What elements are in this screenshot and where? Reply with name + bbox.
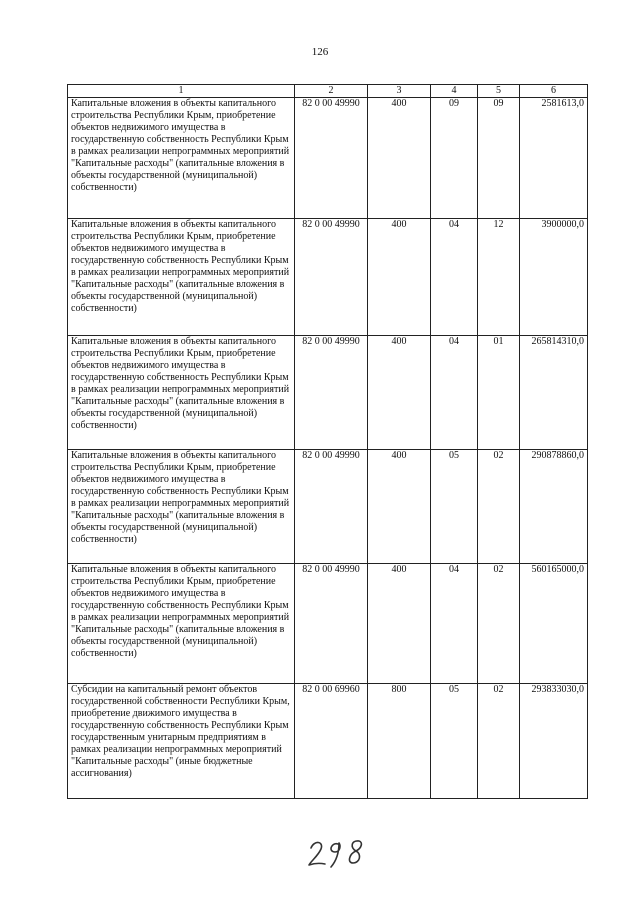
row-expense-type: 400 (368, 98, 431, 219)
row-subsection: 02 (478, 684, 520, 799)
column-header: 6 (520, 85, 588, 98)
row-section: 04 (431, 219, 478, 336)
row-description: Капитальные вложения в объекты капитального строительства Республики Крым, приобретение объектов недвижимого имущества в государственную собственность Республики Крым в рамках реализации непрограммных мероприятий "Капитальные расходы" (капитальные вложения в объекты государственной (муниципальной) собственности) (68, 564, 295, 684)
row-section: 04 (431, 336, 478, 450)
page-number: 126 (311, 46, 329, 58)
row-target-code: 82 0 00 49990 (295, 98, 368, 219)
column-header: 1 (68, 85, 295, 98)
table-row (68, 564, 588, 684)
row-amount: 560165000,0 (520, 564, 588, 684)
row-expense-type: 400 (368, 219, 431, 336)
table-row (68, 450, 588, 564)
row-subsection: 12 (478, 219, 520, 336)
column-header: 4 (431, 85, 478, 98)
row-amount: 2581613,0 (520, 98, 588, 219)
row-description: Капитальные вложения в объекты капитального строительства Республики Крым, приобретение объектов недвижимого имущества в государственную собственность Республики Крым в рамках реализации непрограммных мероприятий "Капитальные расходы" (капитальные вложения в объекты государственной (муниципальной) собственности) (68, 98, 295, 219)
row-section: 05 (431, 450, 478, 564)
table-row (68, 684, 588, 799)
table-row (68, 219, 588, 336)
row-expense-type: 400 (368, 564, 431, 684)
row-subsection: 09 (478, 98, 520, 219)
row-target-code: 82 0 00 69960 (295, 684, 368, 799)
row-target-code: 82 0 00 49990 (295, 336, 368, 450)
row-amount: 290878860,0 (520, 450, 588, 564)
row-subsection: 02 (478, 564, 520, 684)
column-header: 3 (368, 85, 431, 98)
column-header: 2 (295, 85, 368, 98)
row-description: Капитальные вложения в объекты капитального строительства Республики Крым, приобретение объектов недвижимого имущества в государственную собственность Республики Крым в рамках реализации непрограммных мероприятий "Капитальные расходы" (капитальные вложения в объекты государственной (муниципальной) собственности) (68, 219, 295, 336)
row-section: 04 (431, 564, 478, 684)
table-row (68, 336, 588, 450)
row-subsection: 01 (478, 336, 520, 450)
row-subsection: 02 (478, 450, 520, 564)
column-header: 5 (478, 85, 520, 98)
table-row (68, 98, 588, 219)
row-expense-type: 400 (368, 450, 431, 564)
row-amount: 3900000,0 (520, 219, 588, 336)
row-target-code: 82 0 00 49990 (295, 564, 368, 684)
row-amount: 293833030,0 (520, 684, 588, 799)
row-expense-type: 400 (368, 336, 431, 450)
row-section: 09 (431, 98, 478, 219)
handwritten-page-number (305, 836, 375, 870)
row-description: Капитальные вложения в объекты капитального строительства Республики Крым, приобретение объектов недвижимого имущества в государственную собственность Республики Крым в рамках реализации непрограммных мероприятий "Капитальные расходы" (капитальные вложения в объекты государственной (муниципальной) собственности) (68, 336, 295, 450)
row-expense-type: 800 (368, 684, 431, 799)
row-description: Капитальные вложения в объекты капитального строительства Республики Крым, приобретение объектов недвижимого имущества в государственную собственность Республики Крым в рамках реализации непрограммных мероприятий "Капитальные расходы" (капитальные вложения в объекты государственной (муниципальной) собственности) (68, 450, 295, 564)
budget-table (67, 84, 588, 799)
row-target-code: 82 0 00 49990 (295, 219, 368, 336)
row-description: Субсидии на капитальный ремонт объектов государственной собственности Республики Крым, приобретение движимого имущества в государственную собственность Республики Крым государственным унитарным предприятиям в рамках реализации непрограммных мероприятий "Капитальные расходы" (иные бюджетные ассигнования) (68, 684, 295, 799)
row-section: 05 (431, 684, 478, 799)
row-amount: 265814310,0 (520, 336, 588, 450)
table-header-row (68, 85, 588, 98)
row-target-code: 82 0 00 49990 (295, 450, 368, 564)
